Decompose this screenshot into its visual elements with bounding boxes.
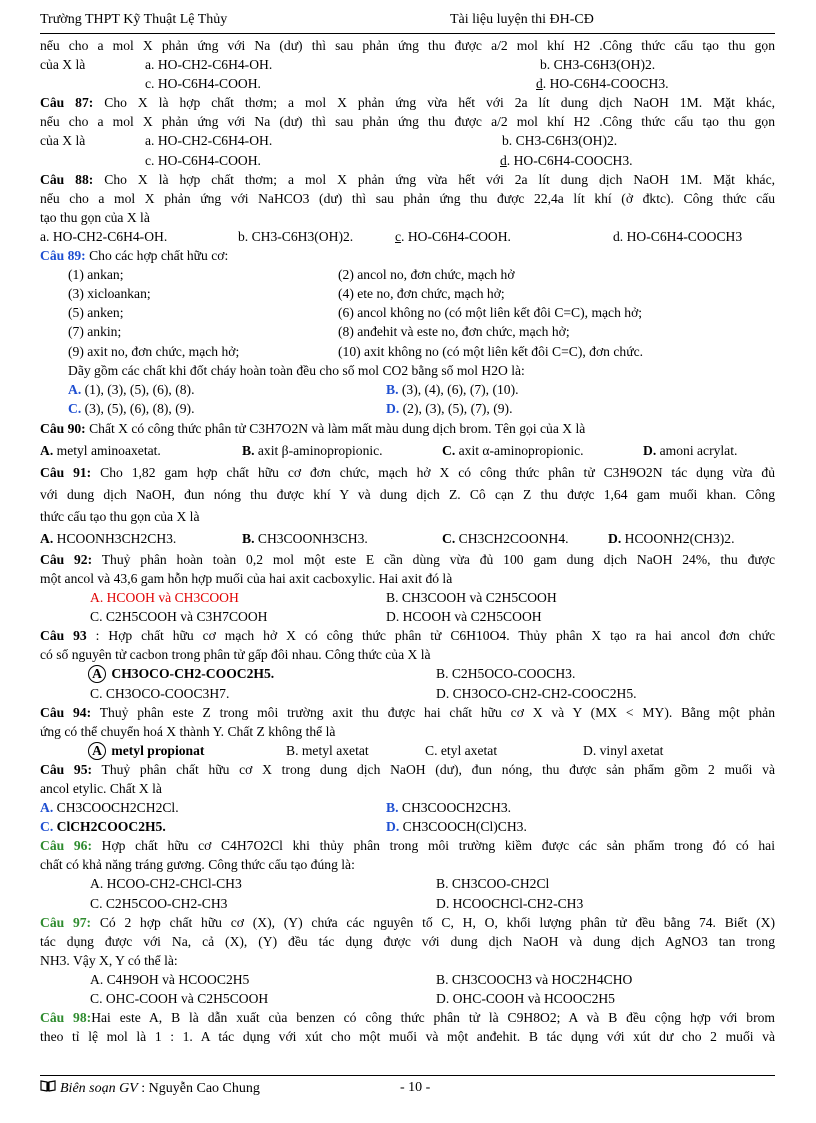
q89-option-c: [68, 399, 194, 418]
q93-option-c: C. CH3OCO-COOC3H7.: [90, 685, 230, 701]
q91-option-d-letter: D.: [608, 530, 622, 546]
q90-stem: Chất X có công thức phân tử C3H7O2N và làm mất màu dung dịch brom. Tên gọi của X là: [89, 420, 586, 436]
q89-item: (2) ancol no, đơn chức, mạch hở: [338, 267, 515, 283]
q89-option-d-letter: D.: [386, 400, 400, 416]
q95-stem-line-2: ancol etylic. Chất X là: [40, 781, 162, 796]
q95-option-c-letter: C.: [40, 819, 54, 835]
q86-option-d: [536, 74, 669, 93]
q90-option-c: [442, 440, 584, 462]
q89-item: (9) axit no, đơn chức, mạch hở;: [68, 343, 240, 359]
q89-option-a-letter: A.: [68, 381, 82, 397]
q89-question: [40, 361, 775, 380]
q98-stem-line-2: theo tỉ lệ mol là 1 : 1. A tác dụng với xút cho một muối và một anđehit. B tác dụng với xút dư cho 2 muối và: [40, 1029, 775, 1045]
q92-options-row-2: [40, 607, 775, 626]
q89-item-row: [40, 303, 775, 322]
q87-stem-line-1: [40, 93, 775, 112]
q90-option-a-text: metyl aminoaxetat.: [56, 442, 161, 458]
q89-item: (7) ankin;: [68, 324, 122, 340]
q97-options-row-2: [40, 989, 775, 1008]
q90-stem-line: [40, 418, 775, 440]
header-divider: [40, 33, 775, 34]
q95-options-row: [40, 798, 775, 817]
footer-author-label: Biên soạn GV: [60, 1081, 138, 1096]
footer-author-name: : Nguyễn Cao Chung: [141, 1081, 260, 1096]
q87-stem-line-2: nếu cho a mol X phản ứng với Na (dư) thì sau phản ứng thu được a/2 mol khí H2 .Công thức cấu tạo thu gọn: [40, 114, 775, 130]
q86-option-d-text: . HO-C6H4-COOCH3.: [542, 76, 669, 92]
q97-option-a: A. C4H9OH và HCOOC2H5: [90, 971, 250, 987]
q95-option-a-text: CH3COOCH2CH2Cl.: [56, 800, 179, 816]
document-title: Tài liệu luyện thi ĐH-CĐ: [450, 12, 594, 27]
q93-option-d: D. CH3OCO-CH2-CH2-COOC2H5.: [436, 685, 637, 701]
q92-option-a-correct: A. HCOOH và CH3COOH: [90, 590, 239, 606]
q89-item: (10) axit không no (có một liên kết đôi C=C), đơn chức.: [338, 343, 643, 359]
footer-divider: [40, 1075, 775, 1076]
q94-option-a-correct: [88, 741, 204, 760]
q91-stem-line-3: thức cấu tạo thu gọn của X là: [40, 508, 200, 524]
q86-option-b: b. CH3-C6H3(OH)2.: [540, 57, 656, 73]
q97-stem-line-2: tác dụng được với Na, cả (X), (Y) đều tác dụng được với dung dịch NaOH và dung dịch AgNO3 tan trong: [40, 933, 775, 949]
q95-stem: Thuỷ phân chất hữu cơ X trong dung dịch NaOH (dư), đun nóng, thu được sản phẩm gồm 2 muối và: [101, 761, 775, 777]
q89-option-d-text: (2), (3), (5), (7), (9).: [402, 400, 513, 416]
q89-question-text: Dãy gồm các chất khi đốt cháy hoàn toàn đều cho số mol CO2 bằng số mol H2O là:: [68, 362, 525, 378]
q95-option-a-letter: A.: [40, 800, 54, 816]
q88-option-b: b. CH3-C6H3(OH)2.: [238, 228, 354, 244]
q86-answer-mark: d: [536, 76, 543, 92]
q96-option-b: B. CH3COO-CH2Cl: [436, 876, 550, 892]
q91-options-row: [40, 528, 775, 550]
q90-options-row: [40, 440, 775, 462]
q91-option-b: [242, 528, 368, 550]
q95-option-d-text: CH3COOCH(Cl)CH3.: [402, 819, 527, 835]
q90-number: Câu 90:: [40, 420, 86, 436]
q88-stem: Cho X là hợp chất thơm; a mol X phản ứng vừa hết với 2a lít dung dịch NaOH 1M. Mặt khác,: [104, 171, 775, 187]
page-number: - 10 -: [400, 1080, 431, 1095]
q90-option-d-letter: D.: [643, 442, 657, 458]
q91-option-d: [608, 528, 735, 550]
q87-answer-mark: d: [500, 152, 507, 168]
q89-options-row-2: [40, 399, 775, 418]
q88-stem-line-3: tạo thu gọn của X là: [40, 209, 150, 225]
q93-option-b: B. C2H5OCO-COOCH3.: [436, 666, 576, 682]
q91-option-c-letter: C.: [442, 530, 456, 546]
q94-option-c: C. etyl axetat: [425, 742, 498, 758]
q96-stem-line-2: chất có khả năng tráng gương. Công thức cấu tạo đúng là:: [40, 857, 355, 873]
q91-option-d-text: HCOONH2(CH3)2.: [624, 530, 735, 546]
q86-options-row: [40, 55, 775, 74]
document-body: [40, 36, 775, 1046]
q90-option-b-letter: B.: [242, 442, 255, 458]
q93-option-a-text: CH3OCO-CH2-COOC2H5.: [111, 666, 275, 682]
q88-stem-line-1: [40, 170, 775, 189]
q95-option-c-text: ClCH2COOC2H5.: [56, 819, 166, 835]
q91-option-b-letter: B.: [242, 530, 255, 546]
q89-stem-line: [40, 246, 775, 265]
q96-options-row-2: [40, 894, 775, 913]
q94-option-a-text: metyl propionat: [111, 742, 205, 758]
q91-stem: Cho 1,82 gam hợp chất hữu cơ đơn chức, mạch hở X có công thức phân tử C3H9O2N tác dụng vừa đủ: [100, 464, 775, 480]
q95-option-d: [386, 817, 527, 836]
q92-stem: Thuỷ phân hoàn toàn 0,2 mol một este E cần dùng vừa đủ 100 gam dung dịch NaOH 24%, thu được: [101, 551, 775, 567]
q94-number: Câu 94:: [40, 704, 92, 720]
q88-answer-mark: c: [395, 228, 402, 244]
q89-item: (1) ankan;: [68, 267, 124, 283]
q89-option-d: [386, 399, 512, 418]
q96-number: Câu 96:: [40, 838, 92, 854]
q95-number: Câu 95:: [40, 761, 93, 777]
q98-number: Câu 98:: [40, 1010, 92, 1026]
q86-stem-line: nếu cho a mol X phản ứng với Na (dư) thì sau phản ứng thu được a/2 mol khí H2 .Công thức cấu tạo thu gọn: [40, 38, 775, 53]
q89-option-c-text: (3), (5), (6), (8), (9).: [84, 400, 195, 416]
q93-options-row-2: [40, 684, 775, 703]
q87-option-c: c. HO-C6H4-COOH.: [145, 152, 261, 168]
page-header: [40, 12, 775, 32]
q89-number: Câu 89:: [40, 248, 86, 264]
q87-stem-end: của X là: [40, 133, 86, 149]
q94-answer-circle: A: [88, 742, 106, 760]
q87-option-b: b. CH3-C6H3(OH)2.: [502, 133, 618, 149]
q91-number: Câu 91:: [40, 464, 92, 480]
q95-option-b-text: CH3COOCH2CH3.: [401, 800, 512, 816]
q92-option-c: C. C2H5COOH và C3H7COOH: [90, 609, 268, 625]
q94-stem-line-2: ứng có thể chuyển hoá X thành Y. Chất Z không thể là: [40, 723, 336, 739]
q89-option-b: [386, 380, 519, 399]
q97-number: Câu 97:: [40, 914, 92, 930]
q93-option-a-correct: [88, 664, 274, 683]
q88-option-c-text: . HO-C6H4-COOH.: [401, 228, 511, 244]
q96-options-row: [40, 874, 775, 893]
q89-item-row: [40, 342, 775, 361]
q89-options-row: [40, 380, 775, 399]
q95-option-a: [40, 798, 179, 817]
q90-option-d: [643, 440, 737, 462]
q95-option-b-letter: B.: [386, 800, 399, 816]
q91-option-a-letter: A.: [40, 530, 54, 546]
q97-option-d: D. OHC-COOH và HCOOC2H5: [436, 991, 615, 1007]
q92-options-row: [40, 588, 775, 607]
q96-stem: Hợp chất hữu cơ C4H7O2Cl khi thủy phân trong môi trường kiềm được các sản phẩm trong đó có hai: [101, 838, 775, 854]
q91-stem-line-2: với dung dịch NaOH, đun nóng thu được khí Y và dung dịch Z. Cô cạn Z thu được 1,64 gam muối khan. Công: [40, 486, 775, 502]
q93-stem-line-2: có số nguyên tử cacbon trong phân tử gấp đôi nhau. Công thức của X là: [40, 647, 431, 663]
q98-stem: Hai este A, B là dẫn xuất của benzen có công thức phân tử là C9H8O2; A và B đều cộng hợp với brom: [91, 1010, 775, 1026]
q93-stem-line-1: [40, 626, 775, 645]
q95-option-d-letter: D.: [386, 819, 400, 835]
q96-option-d: D. HCOOCHCl-CH2-CH3: [436, 895, 584, 911]
q92-option-d: D. HCOOH và C2H5COOH: [386, 609, 542, 625]
q88-number: Câu 88:: [40, 171, 94, 187]
q96-option-c: C. C2H5COO-CH2-CH3: [90, 895, 228, 911]
q94-options-row: [40, 741, 775, 760]
q88-options-row: [40, 227, 775, 246]
q95-option-b: [386, 798, 511, 817]
q86-option-c: c. HO-C6H4-COOH.: [145, 76, 261, 92]
q90-option-b: [242, 440, 383, 462]
q87-option-d-text: . HO-C6H4-COOCH3.: [506, 152, 633, 168]
footer-author: [40, 1080, 260, 1097]
q92-number: Câu 92:: [40, 551, 93, 567]
q96-stem-line-1: [40, 836, 775, 855]
q94-option-b: B. metyl axetat: [286, 742, 369, 758]
q89-item: (4) ete no, đơn chức, mạch hở;: [338, 286, 505, 302]
q98-stem-line-1: [40, 1008, 775, 1027]
q95-option-c: [40, 817, 166, 836]
q89-item: (6) ancol không no (có một liên kết đôi C=C), mạch hở;: [338, 305, 643, 321]
q89-item: (8) anđehit và este no, đơn chức, mạch hở;: [338, 324, 570, 340]
q87-option-a: a. HO-CH2-C6H4-OH.: [145, 133, 273, 149]
q90-option-a-letter: A.: [40, 442, 54, 458]
q96-option-a: A. HCOO-CH2-CHCl-CH3: [90, 876, 242, 892]
q92-option-b: B. CH3COOH và C2H5COOH: [386, 590, 557, 606]
q89-option-c-letter: C.: [68, 400, 82, 416]
q86-options-row-2: [40, 74, 775, 93]
q95-options-row-2: [40, 817, 775, 836]
q93-stem: : Hợp chất hữu cơ mạch hở X có công thức phân tử C6H10O4. Thủy phân X tạo ra hai ancol đơn chức: [95, 628, 775, 644]
q93-number: Câu 93: [40, 628, 87, 644]
q93-answer-circle: A: [88, 665, 106, 683]
q90-option-c-text: axit α-aminopropionic.: [458, 442, 584, 458]
q97-stem-line-1: [40, 913, 775, 932]
q95-stem-line-1: [40, 760, 775, 779]
q90-option-d-text: amoni acrylat.: [659, 442, 738, 458]
q97-stem: Có 2 hợp chất hữu cơ (X), (Y) chứa các nguyên tố C, H, O, khối lượng phân tử đều bằng 74. Biết (X): [99, 914, 775, 930]
q94-stem: Thuỷ phân este Z trong môi trường axit thu được hai chất hữu cơ X và Y (MX < MY). Bằng một phản: [99, 704, 775, 720]
q92-stem-line-2: một ancol và 43,6 gam hỗn hợp muối của hai axit cacboxylic. Hai axit đó là: [40, 570, 453, 586]
q86-option-a: a. HO-CH2-C6H4-OH.: [145, 57, 273, 73]
q87-number: Câu 87:: [40, 95, 94, 111]
q87-options-row: [40, 131, 775, 150]
q88-option-d: d. HO-C6H4-COOCH3: [613, 228, 743, 244]
q87-options-row-2: [40, 151, 775, 170]
book-icon: [40, 1080, 56, 1097]
q90-option-c-letter: C.: [442, 442, 456, 458]
q91-option-c-text: CH3CH2COONH4.: [458, 530, 569, 546]
q91-stem-line-1: [40, 462, 775, 484]
q91-option-c: [442, 528, 569, 550]
q94-stem-line-1: [40, 703, 775, 722]
q88-option-a: a. HO-CH2-C6H4-OH.: [40, 228, 168, 244]
school-name: Trường THPT Kỹ Thuật Lệ Thủy: [40, 12, 228, 27]
q89-item: (5) anken;: [68, 305, 124, 321]
q97-options-row: [40, 970, 775, 989]
q89-option-a: [68, 380, 194, 399]
q89-item-row: [40, 284, 775, 303]
q87-option-d: [500, 151, 633, 170]
q90-option-b-text: axit β-aminopropionic.: [257, 442, 383, 458]
q97-stem-line-3: NH3. Vậy X, Y có thể là:: [40, 952, 178, 968]
q88-stem-line-2: nếu cho a mol X phản ứng với NaHCO3 (dư) thì sau phản ứng thu được 22,4a lít khí (ở đktc). Công thức cấu: [40, 190, 775, 206]
q90-option-a: [40, 440, 161, 462]
q87-stem: Cho X là hợp chất thơm; a mol X phản ứng vừa hết với 2a lít dung dịch NaOH 1M. Mặt khác,: [104, 95, 775, 111]
q89-item-row: [40, 265, 775, 284]
q89-option-b-letter: B.: [386, 381, 399, 397]
q97-option-c: C. OHC-COOH và C2H5COOH: [90, 991, 269, 1007]
q89-item-row: [40, 322, 775, 341]
q94-option-d: D. vinyl axetat: [583, 742, 664, 758]
q89-stem: Cho các hợp chất hữu cơ:: [89, 248, 229, 264]
q92-stem-line-1: [40, 550, 775, 569]
q91-option-a-text: HCOONH3CH2CH3.: [56, 530, 177, 546]
q88-option-c: [395, 227, 511, 246]
q89-option-b-text: (3), (4), (6), (7), (10).: [401, 381, 519, 397]
q86-stem-end: của X là: [40, 57, 86, 73]
q93-options-row: [40, 664, 775, 683]
page-footer: [40, 1080, 775, 1100]
q89-option-a-text: (1), (3), (5), (6), (8).: [84, 381, 195, 397]
q89-item: (3) xicloankan;: [68, 286, 151, 302]
q91-option-a: [40, 528, 176, 550]
q97-option-b: B. CH3COOCH3 và HOC2H4CHO: [436, 971, 633, 987]
q91-option-b-text: CH3COONH3CH3.: [257, 530, 368, 546]
